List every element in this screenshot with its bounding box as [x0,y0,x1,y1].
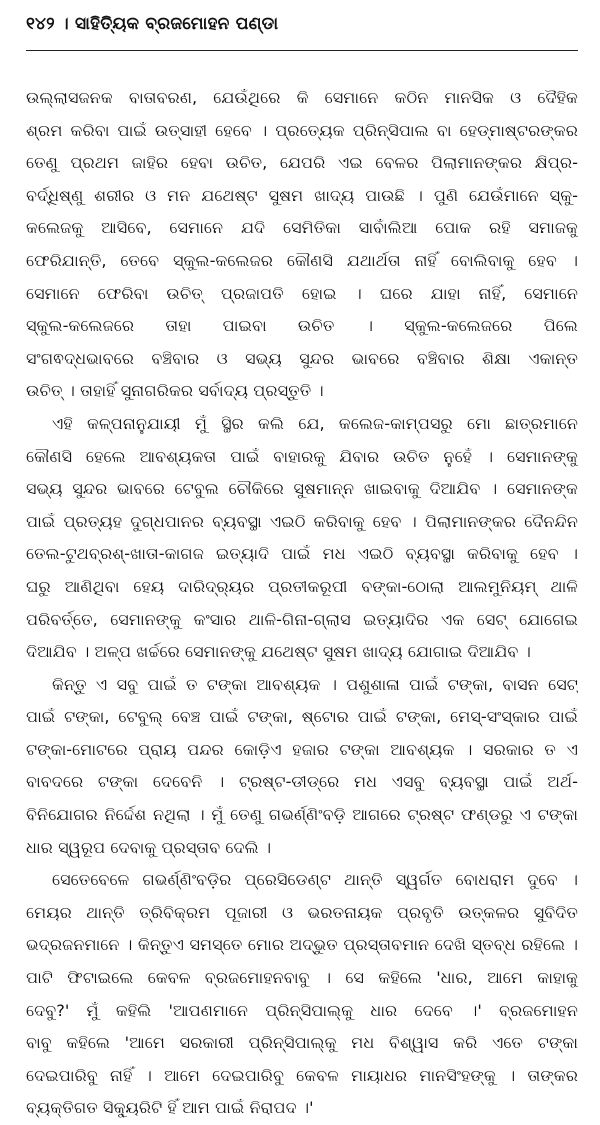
text-line: ସଭ୍ୟ ସୁନ୍ଦର ଭାବରେ ଟେବୁଲ ଚୌକିରେ ସୁଷମାନ୍ନ ଖାଇବାକୁ ଦିଆଯିବ । ସେମାନଙ୍କ [26,479,578,499]
paragraph-3 [26,669,578,865]
text-line: ଏହି କଳ୍ପନାନୁଯାୟୀ ମୁଁ ସ୍ଥିର କଲି ଯେ, କଲେଜ-କାମ୍ପସରୁ ମୋ ଛାତ୍ରମାନେ [52,413,578,433]
text-line: ମେୟର ଥାନ୍ତି ତ୍ରିବିକ୍ରମ ପୂଜାରୀ ଓ ଭରତନାୟକ ପ୍ରବୃତି ଉତ୍କଳର ସୁବିଦିତ [26,902,578,922]
text-line: ପରିବର୍ତ୍ତେ, ସେମାନଙ୍କୁ କଂସାର ଥାଳି-ଗିନା-ଗ୍ଲାସ ଇତ୍ୟାଦିର ଏକ ସେଟ୍ ଯୋଗେଇ [26,609,578,629]
paragraph-4 [26,864,578,1125]
text-line: ବିନିଯୋଗର ନିର୍ଦ୍ଦେଶ ନଥିଲା । ମୁଁ ତେଣୁ ଗଭର୍ଣ୍ଣିଂବଡ଼ି ଆଗରେ ଟ୍ରଷ୍ଟ ଫଣ୍ଡରୁ ଏ ଟଙ୍କା [26,805,578,825]
text-line: ଦେବୁ?' ମୁଁ କହିଲି 'ଆପଣମାନେ ପ୍ରିନ୍ସିପାଲ୍‌କୁ ଧାର ଦେବେ ।' ବ୍ରଜମୋହନ [26,1000,578,1020]
text-line: ଦେଇପାରିବୁ ନାହିଁ । ଆମେ ଦେଇପାରିବୁ କେବଳ ମାୟାଧର ମାନସିଂହଙ୍କୁ । ତାଙ୍କର [26,1065,578,1085]
book-title: ସାହିତ୍ୟିକ ବ୍ରଜମୋହନ ପଣ୍ଡା [74,14,279,34]
text-line: କିନ୍ତୁ ଏ ସବୁ ପାଇଁ ତ ଟଙ୍କା ଆବଶ୍ୟକ । ପଶୁଶାଳା ପାଇଁ ଟଙ୍କା, ବାସନ ସେଟ୍ [52,674,578,694]
text-line: ଘରୁ ଆଣିଥିବା ହେୟ ଦାରିଦ୍ର୍ୟର ପ୍ରତୀକରୂପୀ ବଙ୍କା-ଠୋଲା ଆଲମୁନିୟମ୍ ଥାଳି [26,576,578,596]
text-line: ଟଙ୍କା-ମୋଟରେ ପ୍ରାୟ ପନ୍ଦର କୋଡ଼ିଏ ହଜାର ଟଙ୍କା ଆବଶ୍ୟକ । ସରକାର ତ ଏ [26,739,578,759]
text-line: ସେମାନେ ଫେରିବା ଉଚିତ୍ ପ୍ରଜାପତି ହୋଇ । ଘରେ ଯାହା ନାହିଁ, ସେମାନେ [26,283,578,303]
text-line: ଫେରିଯାନ୍ତି, ତେବେ ସ୍କୁଲ-କଲେଜର କୌଣସି ଯଥାର୍ଥତା ନାହିଁ ବୋଲିବାକୁ ହେବ । [26,250,578,270]
text-line: ବାବଦରେ ଟଙ୍କା ଦେବେନି । ଟ୍ରଷ୍ଟ-ଡୀଡ୍‌ରେ ମଧ ଏସବୁ ବ୍ୟବସ୍ଥା ପାଇଁ ଅର୍ଥ- [26,772,578,792]
text-line: ପାଇଁ ଟଙ୍କା, ଟେବୁଲ୍ ବେଞ୍ଚ ପାଇଁ ଟଙ୍କା, ଷ୍ଟୋର ପାଇଁ ଟଙ୍କା, ମେସ୍-ସଂସ୍କାର ପାଇଁ [26,707,578,727]
text-line: ଦିଆଯିବ । ଅଳ୍ପ ଖର୍ଚ୍ଚରେ ସେମାନଙ୍କୁ ଯଥେଷ୍ଟ ସୁଷମ ଖାଦ୍ୟ ଯୋଗାଇ ଦିଆଯିବ । [26,642,531,662]
text-line: ଶ୍ରମ କରିବା ପାଇଁ ଉତ୍ସାହୀ ହେବେ । ପ୍ରତ୍ୟେକ ପ୍ରିନ୍ସିପାଲ ବା ହେଡ୍‌ମାଷ୍ଟରଙ୍କର [26,120,578,140]
text-line: କୌଣସି ହେଲେ ଆବଶ୍ୟକତା ପାଇଁ ବାହାରକୁ ଯିବାର ଉଚିତ ନୁହେଁ । ସେମାନଙ୍କୁ [26,446,578,466]
text-line: ତେଲ-ଟୁଥବ୍ରଶ୍-ଖାତା-କାଗଜ ଇତ୍ୟାଦି ପାଇଁ ମଧ ଏଇଠି ବ୍ୟବସ୍ଥା କରିବାକୁ ହେବ । [26,544,578,564]
header-rule [26,50,578,51]
page-number: ୧୪୨ [26,14,55,34]
text-line: ବର୍ଦ୍ଧିଷ୍ଣୁ ଶରୀର ଓ ମନ ଯଥେଷ୍ଟ ସୁଷମ ଖାଦ୍ୟ ପାଉଛି । ପୁଣି ଯେଉଁମାନେ ସ୍କୁ- [26,185,578,205]
body-text [26,82,578,1125]
text-line: ତେଣୁ ପ୍ରଥମ ଜାହିର ହେବା ଉଚିତ, ଯେପରି ଏଇ ବେଳର ପିଲାମାନଙ୍କର କ୍ଷିପ୍ର- [26,153,578,173]
text-line: ବ୍ୟକ୍ତିଗତ ସିକ୍ୟୁରିଟି ହିଁ ଆମ ପାଇଁ ନିରାପଦ ।' [26,1098,314,1118]
text-line: ସଂଗଵଦ୍ଧଭାବରେ ବଞ୍ଚିବାର ଓ ସଭ୍ୟ ସୁନ୍ଦର ଭାବରେ ବଞ୍ଚିବାର ଶିକ୍ଷା ଏକାନ୍ତ [26,348,578,368]
paragraph-2 [26,408,578,669]
header-separator: । [60,14,69,34]
text-line: ଉଚିତ୍ । ତାହାହିଁ ସୁନାଗରିକର ସର୍ବାଦ୍ୟ ପ୍ରସ୍ତୁତି । [26,381,324,401]
text-line: ବାବୁ କହିଲେ 'ଆମେ ସରକାରୀ ପ୍ରିନ୍ସିପାଲ୍‌କୁ ମଧ ବିଶ୍ୱାସ କରି ଏତେ ଟଙ୍କା [26,1033,578,1053]
text-line: ଉଲ୍ଲାସଜନକ ବାତାବରଣ, ଯେଉଁଥିରେ କି ସେମାନେ କଠିନ ମାନସିକ ଓ ଦୈହିକ [26,88,578,107]
text-line: ଭଦ୍ରଜନମାନେ । କିନ୍ତୁଏ ସମସ୍ତେ ମୋର ଅଦ୍ଭୁତ ପ୍ରସ୍ତାବମାନ ଦେଖି ସ୍ତବ୍ଧ ରହିଲେ । [26,935,578,955]
text-line: ଧାର ସ୍ୱରୂପ ଦେବାକୁ ପ୍ରସ୍ତାବ ଦେଲି । [26,837,272,857]
running-header [26,14,278,34]
text-line: ସ୍କୁଲ-କଲେଜରେ ତାହା ପାଇବା ଉଚିତ । ସ୍କୁଲ-କଲେଜରେ ପିଲେ [26,316,578,336]
text-line: ସେତେବେଳେ ଗଭର୍ଣ୍ଣିଂବଡ଼ିର ପ୍ରେସିଡେଣ୍ଟ ଥାନ୍ତି ସ୍ୱର୍ଗତ ବୋଧରାମ ଦୁବେ । [52,870,578,890]
text-line: କଲେଜକୁ ଆସିବେ, ସେମାନେ ଯଦି ସେମିତିକା ସାବାଁଲିଆ ପୋକ ରହି ସମାଜକୁ [26,218,578,238]
text-line: ପାଇଁ ପ୍ରତ୍ୟହ ଦୁଗ୍ଧପାନର ବ୍ୟବସ୍ଥା ଏଇଠି କରିବାକୁ ହେବ । ପିଲାମାନଙ୍କର ଦୈନନ୍ଦିନ [26,511,578,531]
paragraph-1 [26,82,578,408]
text-line: ପାଟି ଫିଟାଇଲେ କେବଳ ବ୍ରଜମୋହନବାବୁ । ସେ କହିଲେ 'ଧାର, ଆମେ କାହାକୁ [26,968,578,988]
